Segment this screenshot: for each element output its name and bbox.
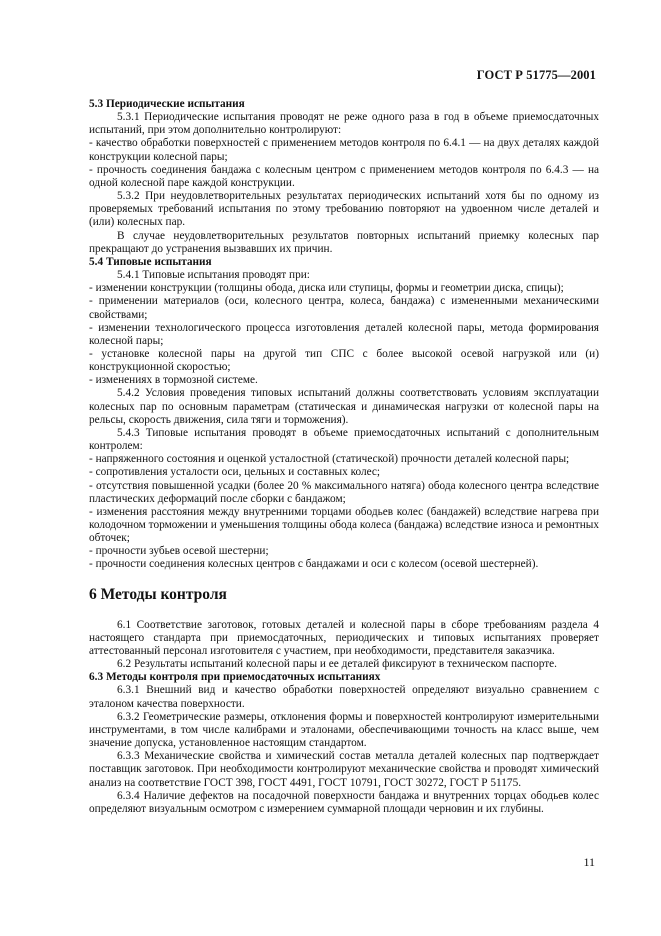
list-item: - прочность соединения бандажа с колесным центром с применением методов контроля по 6.4.3 — на одной колесной паре каждой конструкции. <box>89 163 599 189</box>
page-number: 11 <box>583 855 595 869</box>
paragraph: 5.4.3 Типовые испытания проводят в объеме приемосдаточных испытаний с дополнительным контролем: <box>89 426 599 453</box>
list-item: - изменения расстояния между внутренними торцами ободьев колес (бандажей) вследствие нагрева при колодочном торможении и уменьшения толщины обода колеса (бандажа) вследствие износа и ремонтных обточек; <box>89 505 599 545</box>
list-item: - изменении конструкции (толщины обода, диска или ступицы, формы и геометрии диска, спицы); <box>89 282 564 295</box>
document-code-header: ГОСТ Р 51775—2001 <box>476 68 596 82</box>
list-item: - напряженного состояния и оценкой усталостной (статической) прочности деталей колесной пары; <box>89 453 570 466</box>
paragraph: 5.4.2 Условия проведения типовых испытаний должны соответствовать условиям эксплуатации колесных пар по основным параметрам (статическая и динамическая нагрузки от колесной пары на рельсы, скорость движения, сила тяги и торможения). <box>89 387 599 426</box>
paragraph: 6.1 Соответствие заготовок, готовых деталей и колесной пары в сборе требованиям раздела 4 настоящего стандарта при приемосдаточных, периодических и типовых испытаниях проверяет аттестованный персонал изготовителя с участием, при необходимости, представителя заказчика. <box>89 618 599 657</box>
list-item: - установке колесной пары на другой тип СПС с более высокой осевой нагрузкой или (и) конструкционной скоростью; <box>89 347 599 374</box>
list-item: - отсутствия повышенной усадки (более 20 % максимального натяга) обода колесного центра вследствие пластических деформаций после сборки с бандажом; <box>89 479 599 505</box>
paragraph: 5.3.1 Периодические испытания проводят не реже одного раза в год в объеме приемосдаточных испытаний, при этом дополнительно контролируют: <box>89 111 599 137</box>
list-item: - прочности соединения колесных центров с бандажами и оси с колесом (осевой шестерней). <box>89 558 539 571</box>
paragraph: 5.4.1 Типовые испытания проводят при: <box>117 269 310 282</box>
paragraph: 5.3.2 При неудовлетворительных результатах периодических испытаний хотя бы по одному из проверяемых требований испытания по этому требованию повторяют на удвоенном числе деталей и (или) колесных пар. <box>89 190 599 229</box>
list-item: - сопротивления усталости оси, цельных и составных колес; <box>89 466 381 479</box>
list-item: - прочности зубьев осевой шестерни; <box>89 545 269 558</box>
section-heading: 6 Методы контроля <box>89 585 227 603</box>
paragraph: 6.3.2 Геометрические размеры, отклонения формы и поверхностей контролируют измерительными инструментами, в том числе калибрами и эталонами, обеспечивающими точность на класс выше, чем значение допуска, установленное настоящим стандартом. <box>89 710 599 750</box>
subsection-heading: 6.3 Методы контроля при приемосдаточных испытаниях <box>89 671 381 684</box>
paragraph: В случае неудовлетворительных результатов повторных испытаний приемку колесных пар прекращают до устранения вызвавших их причин. <box>89 229 599 255</box>
list-item: - применении материалов (оси, колесного центра, колеса, бандажа) с измененными механическими свойствами; <box>89 295 599 321</box>
subsection-heading: 5.3 Периодические испытания <box>89 98 245 110</box>
paragraph: 6.2 Результаты испытаний колесной пары и ее деталей фиксируют в техническом паспорте. <box>117 658 557 671</box>
document-body <box>89 98 599 816</box>
subsection-heading: 5.4 Типовые испытания <box>89 255 212 268</box>
list-item: - изменениях в тормозной системе. <box>89 374 258 387</box>
paragraph: 6.3.3 Механические свойства и химический состав металла деталей колесных пар подтверждает поставщик заготовок. При необходимости контролируют механические свойства и проводят химический анализ на соответствие ГОСТ 398, ГОСТ 4491, ГОСТ 10791, ГОСТ 30272, ГОСТ Р 51175. <box>89 750 599 789</box>
paragraph: 6.3.1 Внешний вид и качество обработки поверхностей определяют визуально сравнением с эталоном качества поверхности. <box>89 684 599 710</box>
list-item: - качество обработки поверхностей с применением методов контроля по 6.4.1 — на двух деталях каждой конструкции колесной пары; <box>89 137 599 163</box>
list-item: - изменении технологического процесса изготовления деталей колесной пары, метода формирования колесной пары; <box>89 321 599 347</box>
paragraph: 6.3.4 Наличие дефектов на посадочной поверхности бандажа и внутренних торцах ободьев колес определяют визуальным осмотром с измерением суммарной площади черновин и их глубины. <box>89 789 599 815</box>
